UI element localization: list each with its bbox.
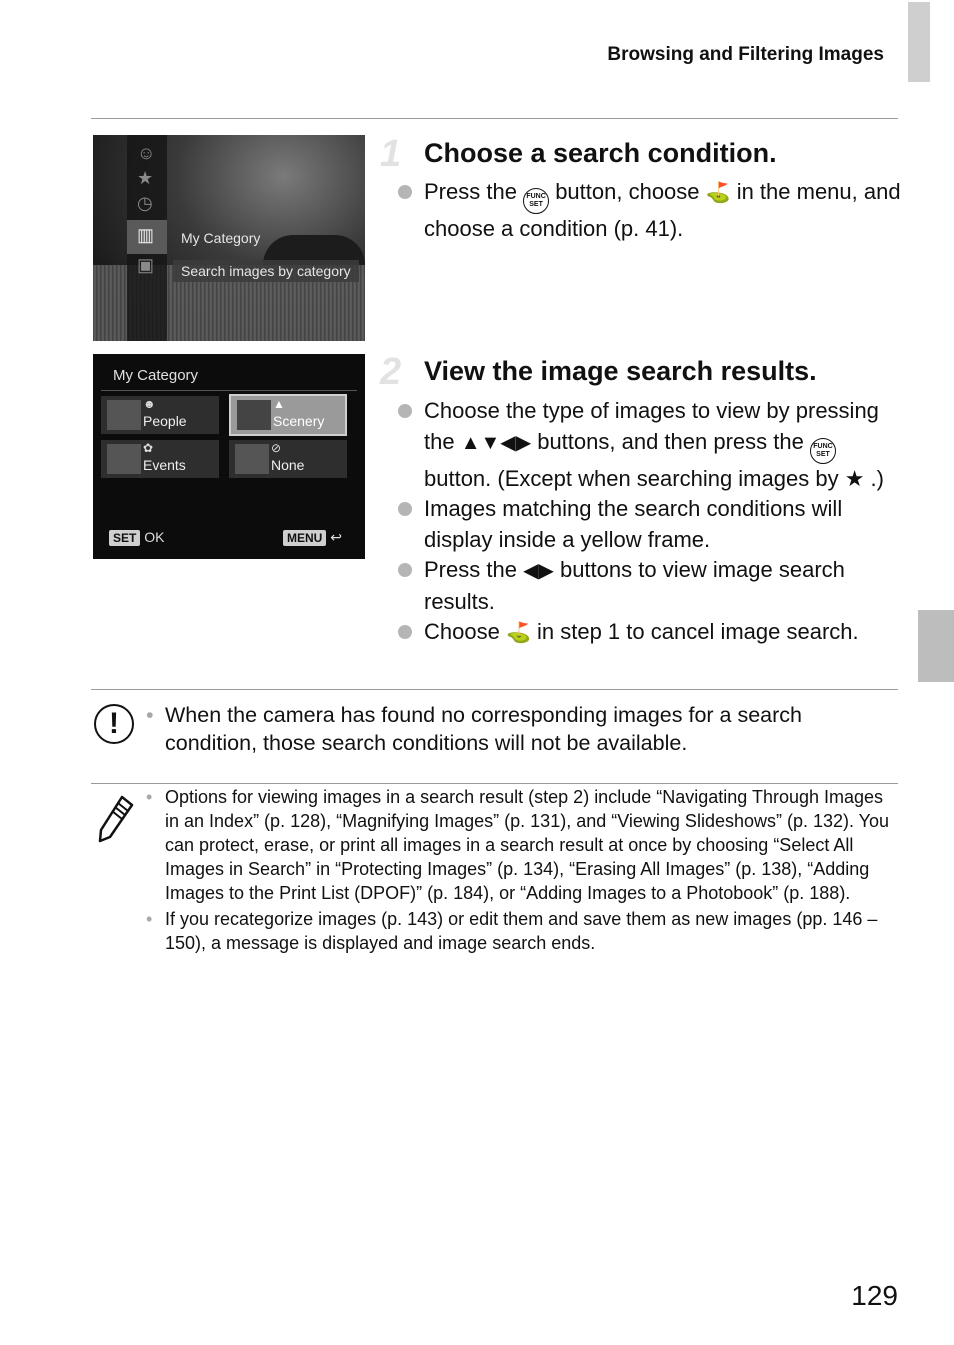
chapter-tab [908, 2, 930, 82]
bullet-dot: • [146, 909, 153, 929]
text: button, choose [555, 179, 700, 204]
step-number-2: 2 [380, 351, 402, 393]
people-icon: ☻ [143, 397, 156, 411]
clock-icon: ◷ [137, 193, 153, 213]
func-set-button-icon: FUNC SET [523, 188, 549, 214]
list-item [398, 396, 908, 494]
list-item [398, 177, 908, 245]
caution-note [146, 701, 886, 757]
func-set-button-icon: FUNC SET [810, 438, 836, 464]
thumbnail [237, 400, 271, 430]
list-item [146, 701, 886, 757]
list-item [398, 494, 908, 555]
text: Options for viewing images in a search result (step 2) include “Navigating Through Images in an Index” (p. 128), “Magnifying Images” (p. 131), and “Viewing Slideshows” (p. 132). You can protect, erase, or print all images in a search result at once by choosing “Select All Images in Search” in “Protecting Images” (p. 134), “Erasing All Images” (p. 138), “Adding Images to the Print List (DPOF)” (p. 184), or “Adding Images to a Photobook” (p. 188). [165, 787, 890, 903]
text: Choose [424, 619, 500, 644]
category-cell-scenery [229, 394, 347, 436]
text: When the camera has found no corresponding images for a search condition, those search conditions will not be available. [165, 703, 803, 755]
screen-title: My Category [113, 367, 199, 384]
page-number: 129 [851, 1280, 898, 1311]
category-cell-events [101, 440, 219, 478]
none-icon: ⊘ [271, 441, 282, 455]
text: Press the [424, 557, 517, 582]
cancel-search-icon: ⛳ [505, 622, 531, 644]
cell-label: None [271, 457, 305, 473]
category-icon: ▥ [137, 225, 155, 245]
caution-icon: ! [94, 704, 134, 744]
pencil-icon [96, 795, 134, 843]
bullet-dot [398, 404, 412, 418]
step-number-1: 1 [380, 133, 402, 175]
screen-divider [101, 390, 357, 391]
set-badge: SET [109, 530, 140, 546]
bullet-dot [398, 625, 412, 639]
step1-bullets [398, 177, 908, 245]
notes-list [146, 785, 896, 955]
section-title: Browsing and Filtering Images [607, 44, 884, 65]
category-cell-none [229, 440, 347, 478]
text: buttons, and then press the [537, 428, 804, 454]
text: in the menu, and choose a condition (p. 41). [424, 179, 901, 241]
list-item [398, 617, 908, 649]
list-item [398, 555, 908, 617]
text: Choose the type of images to view by pressing the [424, 398, 879, 454]
folder-icon: ▣ [137, 255, 155, 275]
notes-divider [91, 783, 898, 784]
events-icon: ✿ [143, 441, 154, 455]
list-item [146, 907, 896, 955]
text: in step 1 to cancel image search. [537, 619, 859, 644]
footer-menu [283, 529, 342, 546]
footer-ok [109, 529, 164, 546]
bullet-dot [398, 563, 412, 577]
left-right-arrows-icon: ◀▶ [523, 560, 554, 582]
text: Press the [424, 179, 517, 204]
thumbnail [235, 444, 269, 474]
text: If you recategorize images (p. 143) or edit them and save them as new images (pp. 146 – 150), a message is displayed and image search ends. [165, 909, 878, 953]
text: .) [870, 465, 884, 491]
step-title-2: View the image search results. [424, 356, 817, 386]
cell-label: Events [143, 457, 186, 473]
menu-icon-top: ☺ [137, 143, 156, 163]
text: buttons to view image search results. [424, 557, 845, 614]
bullet-dot: • [146, 787, 153, 807]
menu-label-category: My Category [181, 230, 261, 246]
text: Images matching the search conditions will display inside a yellow frame. [424, 496, 843, 552]
cell-label: Scenery [273, 413, 325, 429]
bullet-dot [398, 185, 412, 199]
menu-label-search: Search images by category [173, 260, 359, 282]
bullet-dot [398, 502, 412, 516]
chapter-marker [918, 610, 954, 682]
step2-bullets [398, 396, 908, 649]
menu-badge: MENU [283, 530, 326, 546]
camera-screen-my-category [93, 354, 365, 559]
thumbnail [107, 444, 141, 474]
star-icon: ★ [137, 168, 154, 188]
bullet-dot: • [146, 703, 154, 727]
category-cell-people [101, 396, 219, 434]
text: button. (Except when searching images by [424, 465, 839, 491]
list-item [146, 785, 896, 905]
mountain-icon: ▲ [273, 397, 285, 411]
step-title-1: Choose a search condition. [424, 138, 777, 168]
thumbnail [107, 400, 141, 430]
camera-screen-search-menu [93, 135, 365, 341]
star-icon: ★ [844, 465, 865, 491]
ok-label: OK [144, 529, 165, 545]
caution-divider [91, 689, 898, 690]
arrow-buttons-icon: ▲▼◀▶ [460, 431, 532, 454]
return-icon: ↩ [330, 529, 342, 545]
top-divider [91, 118, 898, 119]
cell-label: People [143, 413, 187, 429]
search-binoculars-icon: ⛳ [705, 182, 731, 204]
